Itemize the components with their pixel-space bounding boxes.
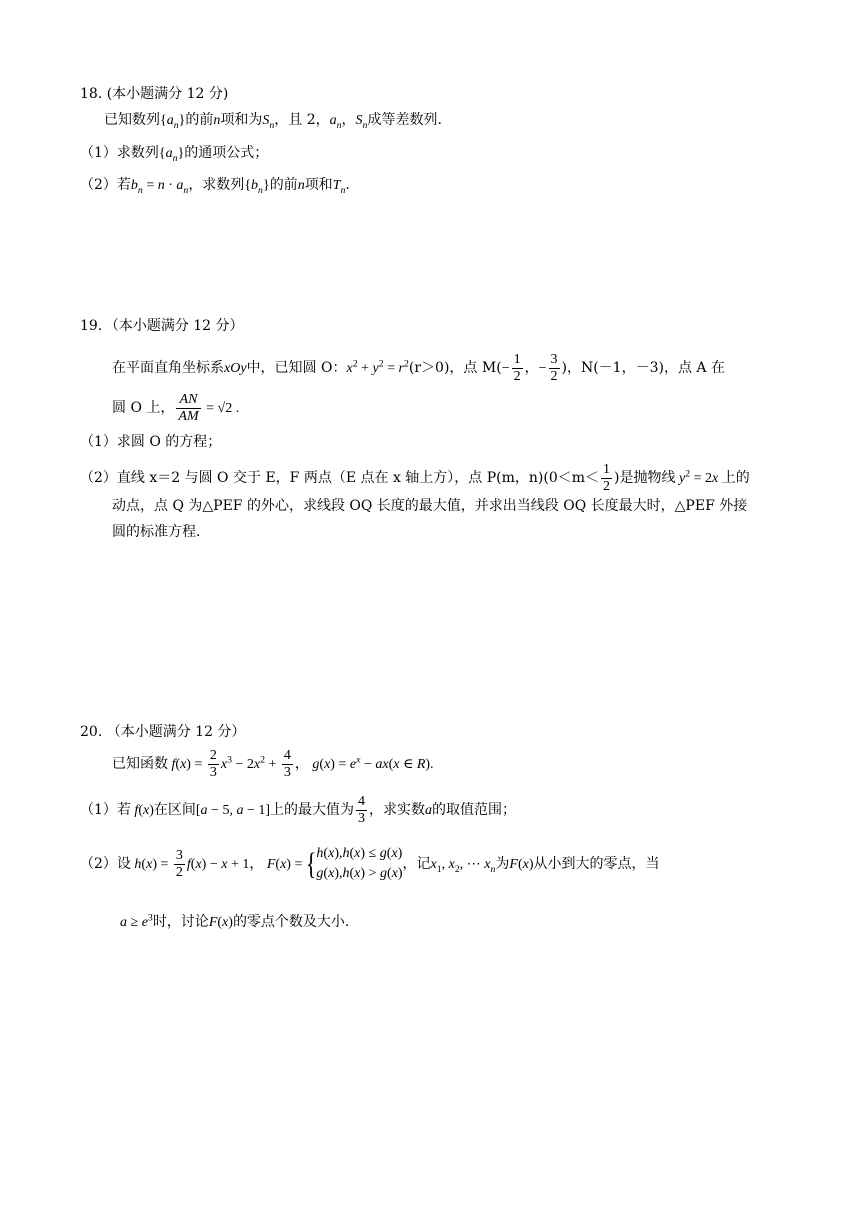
q20-part2-cont: $a \ge e^3$时，讨论F(x)的零点个数及大小. (120, 912, 350, 930)
q18-part2: （2）若$b_n = n \cdot a_n$，求数列$\{b_n\}$的前n项和$T_n$. (80, 177, 350, 196)
q20-stem: 已知函数 f(x) = $\frac{2}{3}$ $x^3 - 2x^2$ + $\frac{4}{3}$ ， $g(x) = e^x - ax(x$ ∈ R). (112, 747, 434, 780)
q19-title: 19．（本小题满分 12 分） (80, 318, 244, 334)
q20-title: 20. （本小题满分 12 分） (80, 724, 246, 740)
q19-stem: 在平面直角坐标系xOy中，已知圆 O：$x^2 + y^2 = r^2(r>0)$，点 M(− $\frac{1}{2}$ ，− $\frac{3}{2}$ )，N(－1，－3)，点 A 在 (112, 351, 725, 384)
q20-part2: （2）设 h(x) = $\frac{3}{2}$ f(x) − x + 1， F(x) = { h(x),h(x) ≤ g(x) g(x),h(x) > g(x) ，记$x_1$, $x_2$, ⋯ $x_n$为F(x)从小到大的零点，当 (80, 845, 660, 881)
q19-part1: （1）求圆 O 的方程； (80, 434, 222, 450)
q18-stem: 已知数列$\{a_n\}$的前n项和为$S_n$，且 2，$a_n$，$S_n$成等差数列. (104, 112, 442, 131)
q19-part2-line3: 圆的标准方程. (112, 524, 201, 540)
q18-title: 18. (本小题满分 12 分) (80, 86, 229, 102)
q18-part1: （1）求数列$\{a_n\}$的通项公式； (80, 145, 269, 164)
q19-stem-cont: 圆 O 上， $\frac{AN}{AM}$ = √2 . (112, 391, 240, 424)
q19-part2: （2）直线 x＝2 与圆 O 交于 E，F 两点（E 点在 x 轴上方），点 P(m，n)(0＜m＜ $\frac{1}{2}$ )是抛物线 $y^2 = 2x$ 上的 (80, 461, 750, 494)
q20-part1: （1）若 f(x)在区间[a − 5, a − 1]上的最大值为 $\frac{4}{3}$ ，求实数a的取值范围； (80, 793, 517, 826)
q19-part2-line2: 动点，点 Q 为△PEF 的外心，求线段 OQ 长度的最大值，并求出当线段 OQ 长度最大时，△PEF 外接 (112, 498, 748, 514)
